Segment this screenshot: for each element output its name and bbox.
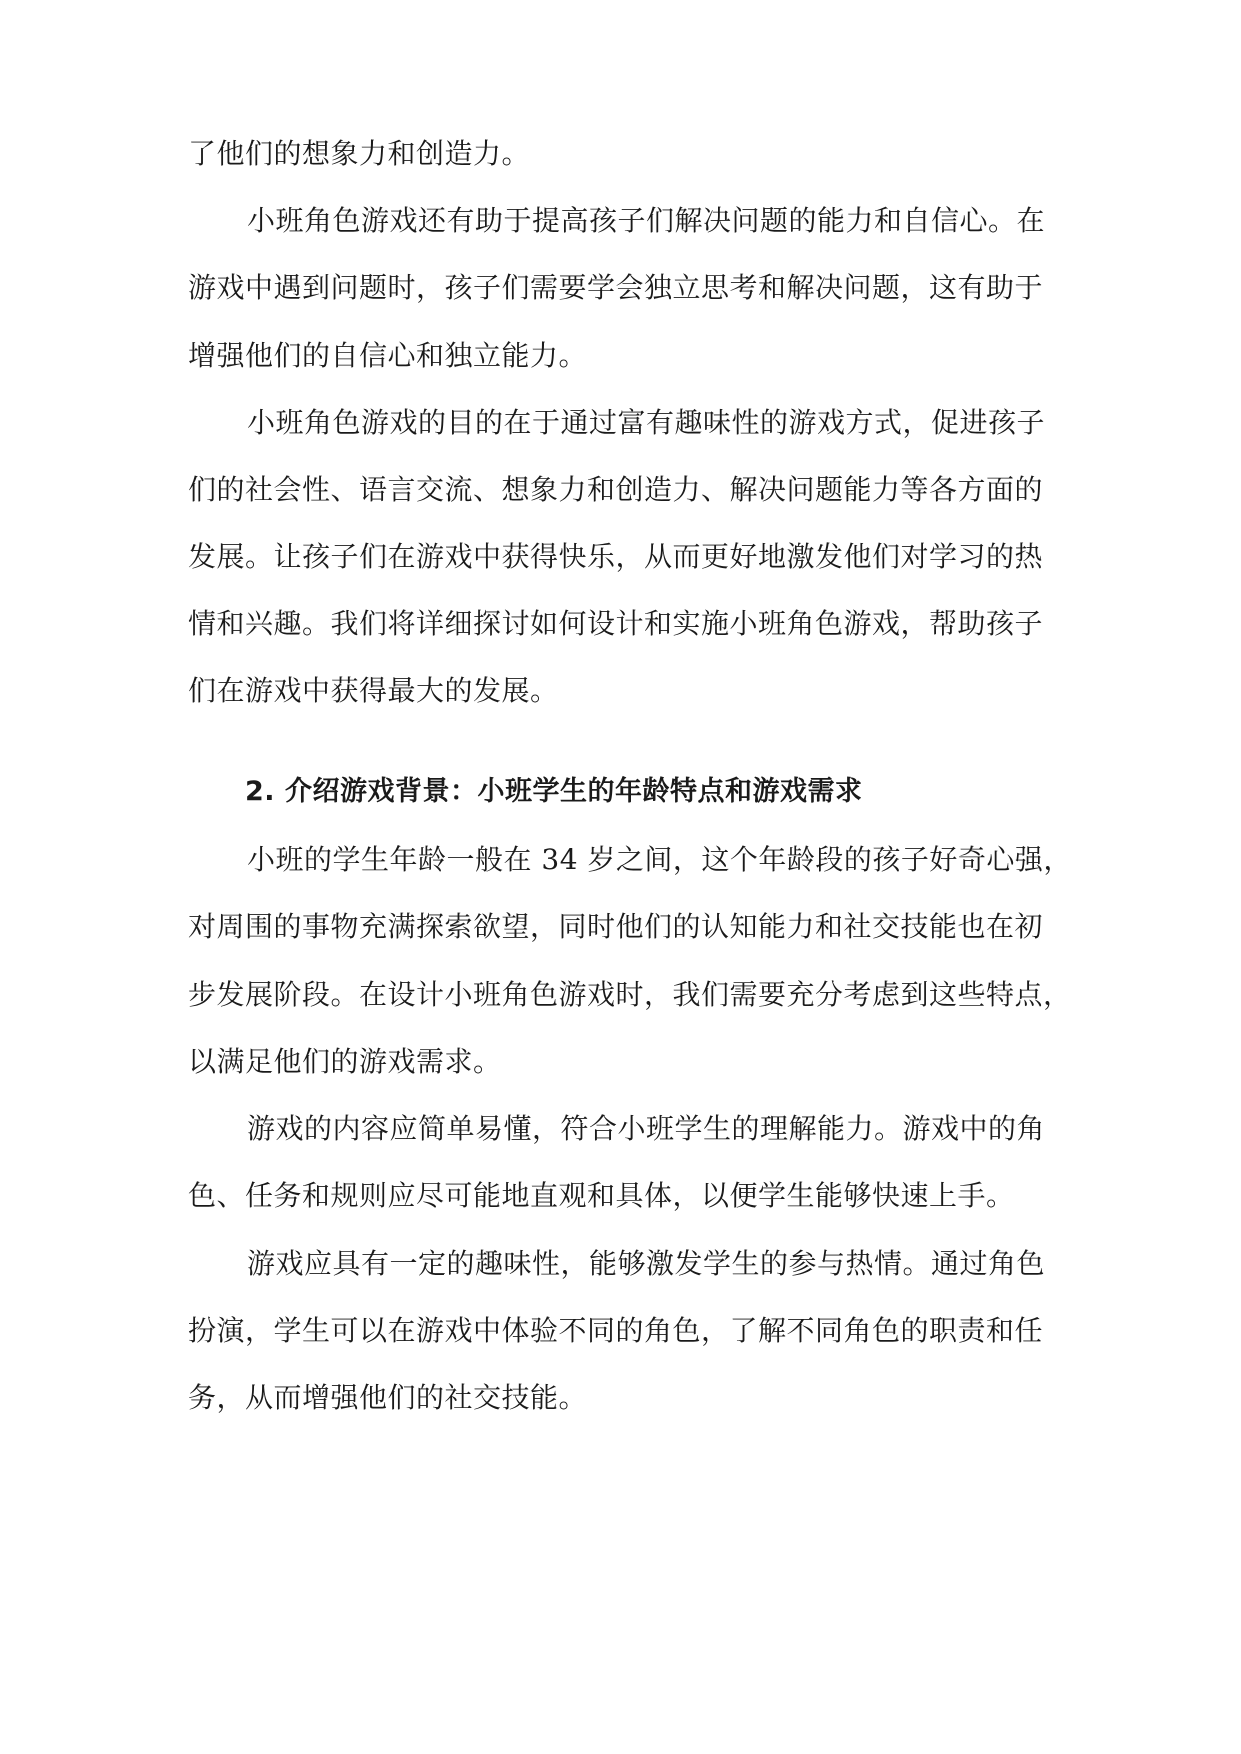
paragraph-line: 游戏中遇到问题时，孩子们需要学会独立思考和解决问题，这有助于 bbox=[188, 271, 1044, 304]
paragraph-line: 小班的学生年龄一般在 34 岁之间，这个年龄段的孩子好奇心强， bbox=[247, 843, 1072, 876]
paragraph-line: 步发展阶段。在设计小班角色游戏时，我们需要充分考虑到这些特点， bbox=[188, 978, 1072, 1011]
paragraph-line: 们的社会性、语言交流、想象力和创造力、解决问题能力等各方面的 bbox=[188, 473, 1044, 506]
paragraph-line: 务，从而增强他们的社交技能。 bbox=[188, 1381, 588, 1414]
paragraph-line: 游戏应具有一定的趣味性，能够激发学生的参与热情。通过角色 bbox=[247, 1247, 1046, 1280]
paragraph-line: 游戏的内容应简单易懂，符合小班学生的理解能力。游戏中的角 bbox=[247, 1112, 1046, 1145]
paragraph-line: 们在游戏中获得最大的发展。 bbox=[188, 674, 559, 707]
paragraph-line: 色、任务和规则应尽可能地直观和具体，以便学生能够快速上手。 bbox=[188, 1179, 1015, 1212]
paragraph-line: 小班角色游戏的目的在于通过富有趣味性的游戏方式，促进孩子 bbox=[247, 406, 1046, 439]
paragraph-line: 小班角色游戏还有助于提高孩子们解决问题的能力和自信心。在 bbox=[247, 204, 1046, 237]
paragraph-line: 发展。让孩子们在游戏中获得快乐，从而更好地激发他们对学习的热 bbox=[188, 540, 1044, 573]
paragraph-line: 扮演，学生可以在游戏中体验不同的角色，了解不同角色的职责和任 bbox=[188, 1314, 1044, 1347]
paragraph-line: 以满足他们的游戏需求。 bbox=[188, 1045, 502, 1078]
paragraph-line: 增强他们的自信心和独立能力。 bbox=[188, 339, 588, 372]
paragraph-line: 情和兴趣。我们将详细探讨如何设计和实施小班角色游戏，帮助孩子 bbox=[188, 607, 1044, 640]
section-heading: 2. 介绍游戏背景：小班学生的年龄特点和游戏需求 bbox=[245, 776, 863, 807]
paragraph-line: 对周围的事物充满探索欲望，同时他们的认知能力和社交技能也在初 bbox=[188, 910, 1044, 943]
paragraph-line: 了他们的想象力和创造力。 bbox=[188, 137, 531, 170]
